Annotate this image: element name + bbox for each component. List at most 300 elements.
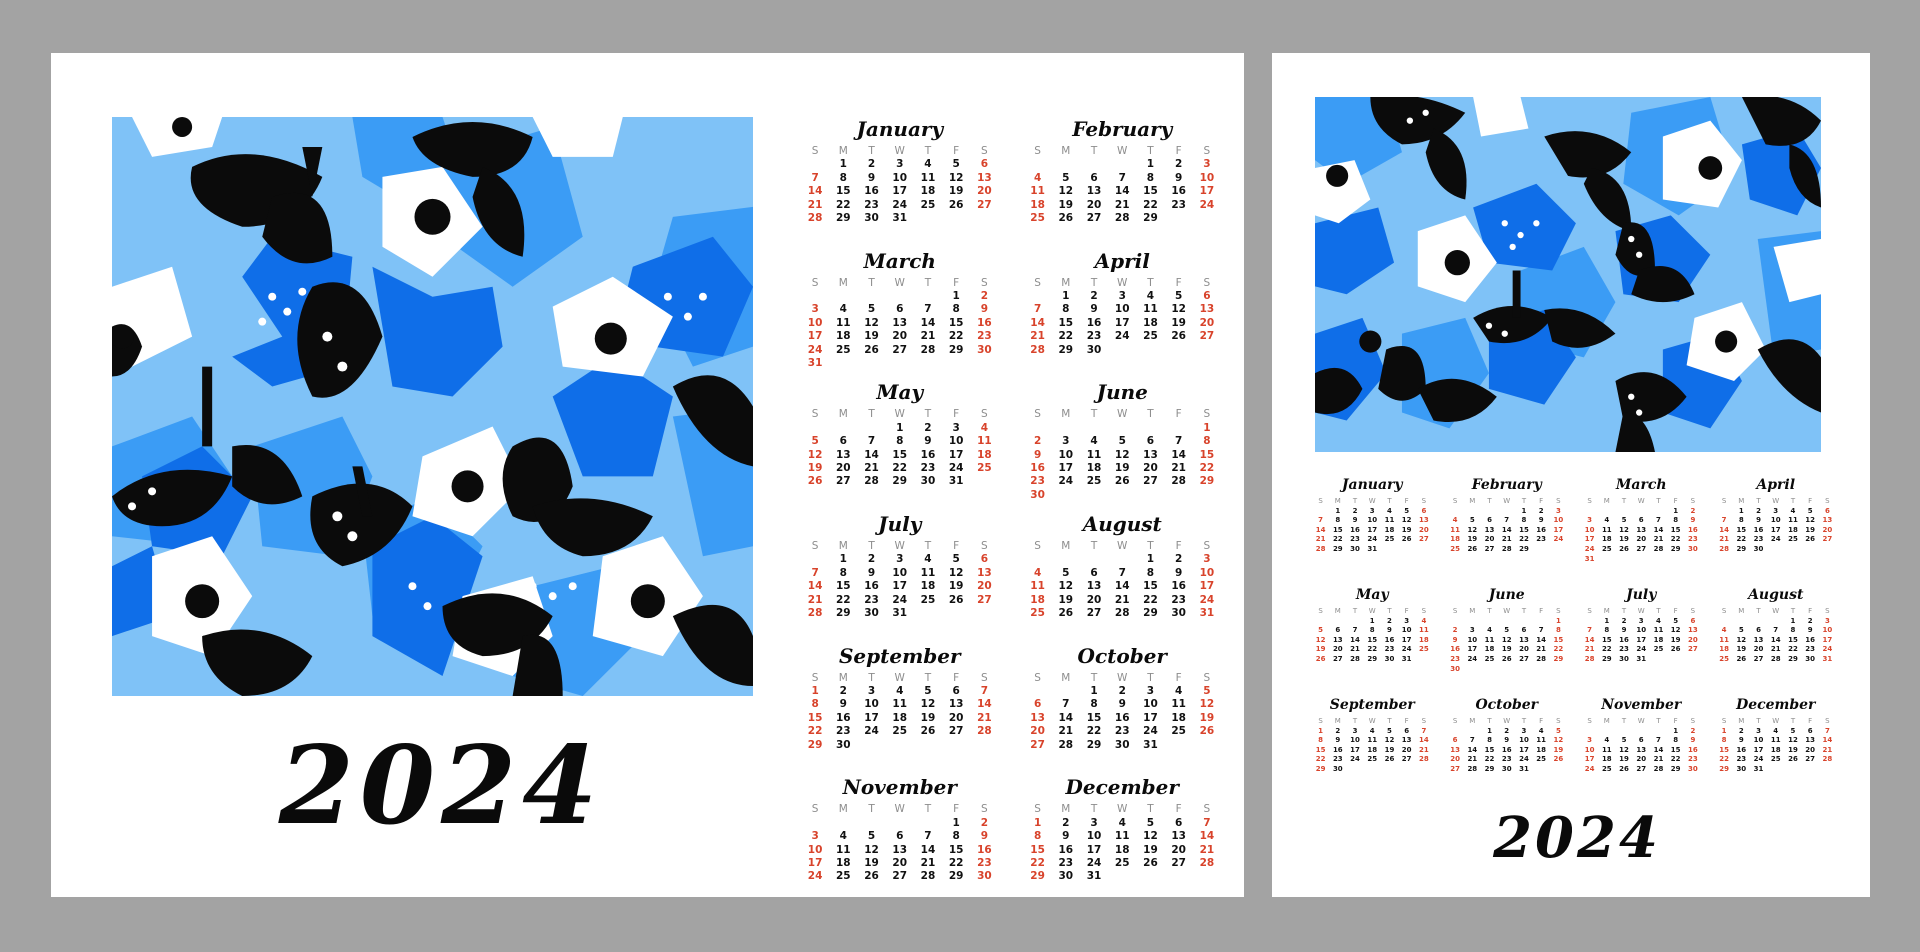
day-cell: 28 — [1315, 544, 1326, 553]
weekday-header: F — [953, 803, 960, 816]
day-cell — [1633, 507, 1650, 517]
day-grid — [1581, 497, 1702, 564]
weekday-header: S — [1587, 717, 1592, 725]
weekday-header: M — [838, 408, 848, 421]
day-cell: 28 — [1114, 607, 1130, 620]
day-cell: 9 — [924, 435, 932, 448]
day-cell: 21 — [807, 593, 823, 606]
day-cell: 28 — [1653, 544, 1664, 553]
day-grid — [1716, 717, 1837, 775]
weekday-header: T — [1790, 607, 1796, 615]
day-cell: 8 — [1521, 516, 1527, 525]
day-cell: 19 — [864, 856, 879, 869]
weekday-header: T — [1352, 717, 1358, 725]
day-cell: 5 — [1062, 566, 1070, 579]
day-cell: 26 — [920, 725, 936, 738]
day-cell: 4 — [1118, 816, 1126, 829]
day-cell: 6 — [980, 158, 989, 171]
day-grid — [1024, 803, 1222, 883]
day-cell: 5 — [1118, 435, 1126, 448]
day-cell: 3 — [1404, 616, 1410, 625]
day-cell: 4 — [1387, 506, 1392, 515]
month-october — [1447, 695, 1568, 805]
day-cell: 12 — [948, 566, 964, 579]
day-cell — [1533, 617, 1550, 627]
day-cell: 27 — [977, 198, 992, 211]
day-cell: 2 — [1352, 506, 1358, 515]
day-cell: 10 — [892, 566, 908, 579]
day-cell: 24 — [1086, 856, 1102, 869]
weekday-header: W — [1503, 497, 1511, 505]
day-cell — [1515, 617, 1532, 627]
day-cell: 14 — [807, 580, 823, 593]
day-cell: 21 — [1467, 755, 1478, 764]
day-cell: 3 — [1773, 506, 1779, 515]
day-cell: 17 — [1367, 525, 1378, 534]
month-june — [1447, 585, 1568, 695]
month-may — [801, 376, 999, 508]
day-cell: 24 — [807, 343, 823, 356]
day-cell: 7 — [811, 171, 819, 184]
day-cell: 20 — [977, 580, 992, 593]
day-cell: 1 — [1203, 421, 1211, 434]
day-cell: 8 — [952, 303, 960, 316]
day-cell — [914, 212, 942, 225]
month-name: April — [1756, 477, 1796, 493]
weekday-header: S — [1825, 717, 1830, 725]
day-cell: 15 — [1332, 525, 1343, 534]
day-grid — [1716, 607, 1837, 665]
day-cell — [914, 739, 942, 752]
day-cell: 19 — [948, 580, 964, 593]
day-cell: 27 — [948, 725, 964, 738]
day-cell: 29 — [1143, 212, 1158, 225]
day-grid — [1447, 717, 1568, 775]
day-cell — [1802, 765, 1819, 775]
month-name: January — [1341, 477, 1403, 493]
day-cell — [1598, 555, 1615, 565]
weekday-header: T — [1790, 497, 1796, 505]
day-cell: 18 — [1030, 198, 1045, 211]
day-cell: 5 — [1738, 626, 1744, 635]
day-cell — [1481, 507, 1498, 517]
day-cell: 1 — [811, 685, 819, 698]
day-cell: 26 — [1736, 654, 1747, 663]
day-cell: 12 — [1384, 736, 1395, 745]
day-cell — [1080, 422, 1108, 435]
weekday-header: M — [838, 145, 848, 157]
day-cell: 12 — [1114, 448, 1130, 461]
month-august — [1024, 508, 1222, 640]
day-cell: 5 — [1318, 626, 1324, 635]
day-cell: 26 — [948, 198, 964, 211]
day-cell: 26 — [1401, 535, 1412, 544]
month-name: May — [1355, 587, 1389, 603]
day-cell — [1716, 617, 1733, 627]
day-cell: 6 — [896, 303, 904, 316]
day-cell: 28 — [1058, 738, 1074, 751]
day-cell — [1750, 617, 1767, 627]
day-cell: 21 — [1653, 755, 1664, 764]
day-cell — [1193, 344, 1221, 357]
day-cell: 6 — [952, 685, 960, 698]
day-cell — [1346, 765, 1363, 775]
day-cell: 12 — [1619, 745, 1629, 754]
month-july — [1581, 585, 1702, 695]
day-cell — [1784, 545, 1801, 555]
day-cell — [942, 357, 970, 370]
day-cell: 16 — [1501, 745, 1512, 754]
day-cell: 6 — [839, 435, 847, 448]
weekday-header: W — [1117, 671, 1128, 684]
day-cell: 22 — [1788, 645, 1798, 654]
day-cell — [801, 817, 829, 830]
day-cell: 2 — [1033, 435, 1042, 448]
day-cell — [1024, 158, 1052, 171]
day-cell: 3 — [896, 158, 904, 171]
day-cell: 13 — [892, 316, 908, 329]
day-cell — [1398, 765, 1415, 775]
day-cell: 1 — [1790, 616, 1796, 625]
day-cell: 7 — [1721, 516, 1727, 525]
day-cell: 23 — [836, 725, 851, 738]
day-cell: 15 — [836, 185, 851, 198]
weekday-header: T — [1756, 717, 1761, 725]
weekday-header: T — [868, 540, 875, 552]
day-cell: 6 — [1421, 506, 1427, 515]
day-cell: 9 — [1452, 635, 1458, 644]
weekday-header: M — [1334, 607, 1341, 615]
day-cell: 19 — [1553, 745, 1564, 754]
day-cell: 13 — [1143, 448, 1158, 461]
day-cell: 2 — [1387, 616, 1392, 625]
day-cell: 3 — [1203, 158, 1211, 171]
day-cell: 27 — [1030, 738, 1045, 751]
day-cell — [1684, 655, 1701, 665]
day-cell: 16 — [1805, 635, 1816, 644]
day-cell: 22 — [948, 330, 964, 343]
day-cell: 14 — [1770, 635, 1781, 644]
day-cell: 11 — [1143, 303, 1158, 316]
day-cell — [1165, 344, 1193, 357]
weekday-header: T — [1521, 497, 1527, 505]
day-cell: 3 — [1090, 816, 1098, 829]
day-cell: 22 — [948, 856, 964, 869]
day-cell — [1165, 489, 1193, 502]
day-cell: 17 — [1114, 316, 1130, 329]
day-cell — [1024, 685, 1052, 698]
day-cell: 31 — [948, 475, 964, 488]
day-cell — [1464, 507, 1481, 517]
day-cell — [1802, 545, 1819, 555]
day-cell: 20 — [1332, 645, 1343, 654]
weekday-header: T — [868, 145, 875, 157]
month-name: March — [863, 248, 936, 273]
day-cell: 14 — [864, 448, 879, 461]
day-cell: 27 — [836, 475, 851, 488]
day-cell: 4 — [1146, 290, 1155, 303]
day-cell: 23 — [1114, 725, 1130, 738]
day-cell — [914, 817, 942, 830]
day-cell: 22 — [1367, 645, 1378, 654]
day-cell: 26 — [807, 475, 823, 488]
month-january — [801, 113, 999, 245]
day-cell — [857, 817, 885, 830]
day-cell: 19 — [1736, 645, 1747, 654]
day-cell: 18 — [836, 856, 851, 869]
day-cell: 19 — [864, 330, 879, 343]
day-cell: 12 — [1143, 830, 1158, 843]
weekday-header: T — [924, 671, 932, 684]
day-cell: 17 — [1553, 525, 1564, 534]
day-cell: 26 — [1171, 330, 1186, 343]
day-grid — [1024, 672, 1222, 752]
weekday-header: S — [811, 145, 819, 157]
day-cell: 21 — [1584, 645, 1595, 654]
day-cell: 27 — [1419, 535, 1429, 544]
day-cell: 21 — [977, 711, 992, 724]
day-cell: 29 — [1367, 654, 1378, 663]
day-cell: 20 — [948, 711, 964, 724]
day-cell: 13 — [1636, 745, 1647, 754]
day-cell: 14 — [920, 316, 936, 329]
day-cell: 22 — [1601, 645, 1612, 654]
weekday-header: M — [1738, 717, 1745, 725]
day-cell: 16 — [864, 185, 879, 198]
day-cell: 13 — [1171, 830, 1186, 843]
day-cell: 16 — [1736, 745, 1747, 754]
weekday-header: W — [1503, 717, 1511, 725]
day-cell: 19 — [1805, 525, 1816, 534]
day-cell: 18 — [1788, 525, 1798, 534]
weekday-header: S — [1203, 276, 1211, 289]
month-name: October — [1077, 643, 1167, 668]
day-cell: 8 — [1487, 736, 1492, 745]
weekday-header: T — [1387, 607, 1392, 615]
day-cell: 29 — [1736, 544, 1747, 553]
month-july — [801, 508, 999, 640]
day-cell: 10 — [1401, 626, 1412, 635]
day-cell: 13 — [1484, 525, 1495, 534]
day-cell: 7 — [1352, 626, 1358, 635]
month-name: June — [1488, 587, 1525, 603]
day-cell: 3 — [811, 830, 819, 843]
day-cell: 9 — [1690, 516, 1696, 525]
day-cell: 1 — [1033, 816, 1042, 829]
day-cell: 10 — [1143, 698, 1158, 711]
day-cell — [1415, 655, 1432, 665]
day-cell: 5 — [1555, 726, 1561, 735]
day-cell: 21 — [1199, 843, 1215, 856]
weekday-header: S — [1721, 717, 1727, 725]
day-cell: 16 — [1688, 525, 1698, 534]
day-cell: 29 — [948, 870, 964, 883]
day-cell — [1165, 212, 1193, 225]
day-cell: 16 — [1450, 645, 1460, 654]
weekday-header: S — [981, 276, 988, 289]
weekday-header: M — [1061, 276, 1071, 289]
day-cell — [1650, 727, 1667, 737]
day-cell — [829, 422, 857, 435]
day-cell: 10 — [948, 435, 964, 448]
day-cell: 7 — [1824, 726, 1830, 735]
day-cell: 24 — [948, 461, 964, 474]
weekday-header: T — [1352, 607, 1358, 615]
day-cell — [1447, 507, 1464, 517]
month-november — [801, 771, 999, 903]
day-cell: 11 — [836, 843, 851, 856]
day-cell: 29 — [807, 738, 823, 751]
day-cell: 27 — [1636, 544, 1647, 553]
weekday-header: T — [868, 803, 875, 816]
day-cell — [1381, 545, 1398, 555]
day-cell: 27 — [1753, 654, 1764, 663]
day-cell: 12 — [1058, 185, 1074, 198]
weekday-header: T — [1521, 717, 1527, 725]
day-cell: 8 — [1146, 171, 1155, 184]
weekday-header: F — [953, 540, 960, 552]
day-cell: 25 — [892, 725, 908, 738]
day-cell — [1481, 617, 1498, 627]
weekday-header: W — [894, 540, 905, 552]
day-cell: 21 — [1770, 645, 1781, 654]
day-cell: 25 — [1601, 544, 1612, 553]
day-cell: 6 — [1203, 290, 1211, 303]
day-cell: 22 — [1315, 755, 1326, 764]
day-cell: 19 — [1670, 635, 1681, 644]
day-cell: 26 — [1553, 755, 1564, 764]
day-cell: 1 — [1335, 506, 1341, 515]
weekday-header: T — [1090, 540, 1098, 552]
day-cell: 1 — [1146, 553, 1155, 566]
day-cell: 4 — [1175, 685, 1183, 698]
day-cell: 19 — [1467, 535, 1478, 544]
day-cell: 26 — [1670, 645, 1681, 654]
day-cell: 21 — [1114, 593, 1130, 606]
day-cell: 8 — [1673, 516, 1679, 525]
weekday-header: W — [1637, 607, 1645, 615]
day-cell: 30 — [1058, 870, 1074, 883]
weekday-header: S — [1690, 717, 1696, 725]
day-grid — [801, 408, 999, 488]
weekday-header: M — [1334, 717, 1341, 725]
weekday-header: W — [1503, 607, 1511, 615]
weekday-header: M — [1738, 607, 1745, 615]
day-cell: 25 — [1030, 607, 1045, 620]
day-cell: 11 — [1536, 736, 1547, 745]
day-cell: 27 — [1450, 764, 1460, 773]
day-cell: 13 — [1030, 711, 1045, 724]
day-cell: 24 — [1058, 475, 1074, 488]
weekday-header: W — [894, 276, 905, 289]
day-cell: 31 — [1199, 607, 1215, 620]
weekday-header: S — [1203, 671, 1211, 684]
day-cell: 23 — [1350, 535, 1360, 544]
day-cell: 15 — [892, 448, 908, 461]
day-cell: 9 — [839, 698, 847, 711]
day-cell: 8 — [1335, 516, 1341, 525]
day-grid — [1581, 717, 1702, 775]
day-cell: 8 — [839, 566, 847, 579]
weekday-header: T — [1756, 607, 1761, 615]
day-cell: 19 — [1143, 843, 1158, 856]
day-cell: 21 — [1719, 535, 1729, 544]
day-cell: 15 — [1719, 745, 1729, 754]
day-cell: 31 — [1753, 764, 1764, 773]
weekday-header: S — [1452, 607, 1458, 615]
day-cell: 5 — [952, 553, 960, 566]
day-cell: 27 — [1199, 330, 1215, 343]
day-cell: 10 — [864, 698, 879, 711]
day-cell — [857, 739, 885, 752]
weekday-header: F — [1404, 497, 1409, 505]
weekday-header: T — [1387, 717, 1392, 725]
day-cell: 29 — [1519, 544, 1529, 553]
day-cell: 11 — [1367, 736, 1378, 745]
day-cell: 30 — [920, 475, 936, 488]
day-cell: 10 — [1753, 736, 1764, 745]
day-cell: 9 — [1504, 736, 1510, 745]
day-cell: 27 — [1805, 755, 1816, 764]
day-cell: 12 — [1467, 525, 1478, 534]
weekday-header: S — [1203, 540, 1211, 552]
day-cell: 8 — [811, 698, 819, 711]
day-cell: 2 — [1118, 685, 1126, 698]
day-cell: 7 — [1203, 816, 1211, 829]
month-march — [801, 245, 999, 377]
day-cell — [1108, 344, 1136, 357]
day-cell: 10 — [1367, 516, 1378, 525]
day-cell: 31 — [892, 212, 908, 225]
day-cell: 10 — [1584, 525, 1595, 534]
day-cell: 30 — [977, 343, 992, 356]
weekday-header: M — [1061, 803, 1071, 816]
floral-pattern-artwork — [112, 117, 753, 696]
day-cell: 6 — [896, 830, 904, 843]
day-cell — [1136, 489, 1164, 502]
day-cell: 8 — [1062, 303, 1070, 316]
day-cell: 21 — [1171, 461, 1186, 474]
day-cell — [1819, 765, 1836, 775]
day-cell: 23 — [920, 461, 936, 474]
day-cell: 21 — [1822, 745, 1833, 754]
day-cell: 1 — [1673, 726, 1679, 735]
day-cell: 30 — [1450, 664, 1460, 673]
day-cell: 19 — [1058, 198, 1074, 211]
day-cell: 5 — [1062, 171, 1070, 184]
day-cell: 30 — [864, 607, 879, 620]
day-cell: 18 — [1719, 645, 1729, 654]
day-cell: 12 — [1501, 635, 1512, 644]
day-cell: 14 — [1350, 635, 1360, 644]
month-name: September — [838, 643, 961, 668]
day-cell: 18 — [1030, 593, 1045, 606]
day-cell: 3 — [867, 685, 876, 698]
months-grid-portrait — [1312, 475, 1836, 805]
weekday-header: S — [981, 671, 988, 684]
weekday-header: F — [1404, 607, 1409, 615]
day-cell: 16 — [977, 316, 992, 329]
month-may — [1312, 585, 1433, 695]
day-cell: 19 — [1199, 711, 1215, 724]
day-cell: 7 — [980, 685, 989, 698]
day-cell: 24 — [1753, 755, 1764, 764]
weekday-header: S — [1034, 540, 1041, 552]
weekday-header: T — [1621, 497, 1627, 505]
day-cell: 11 — [1030, 185, 1045, 198]
day-cell: 29 — [1601, 654, 1612, 663]
day-cell: 17 — [1467, 645, 1478, 654]
